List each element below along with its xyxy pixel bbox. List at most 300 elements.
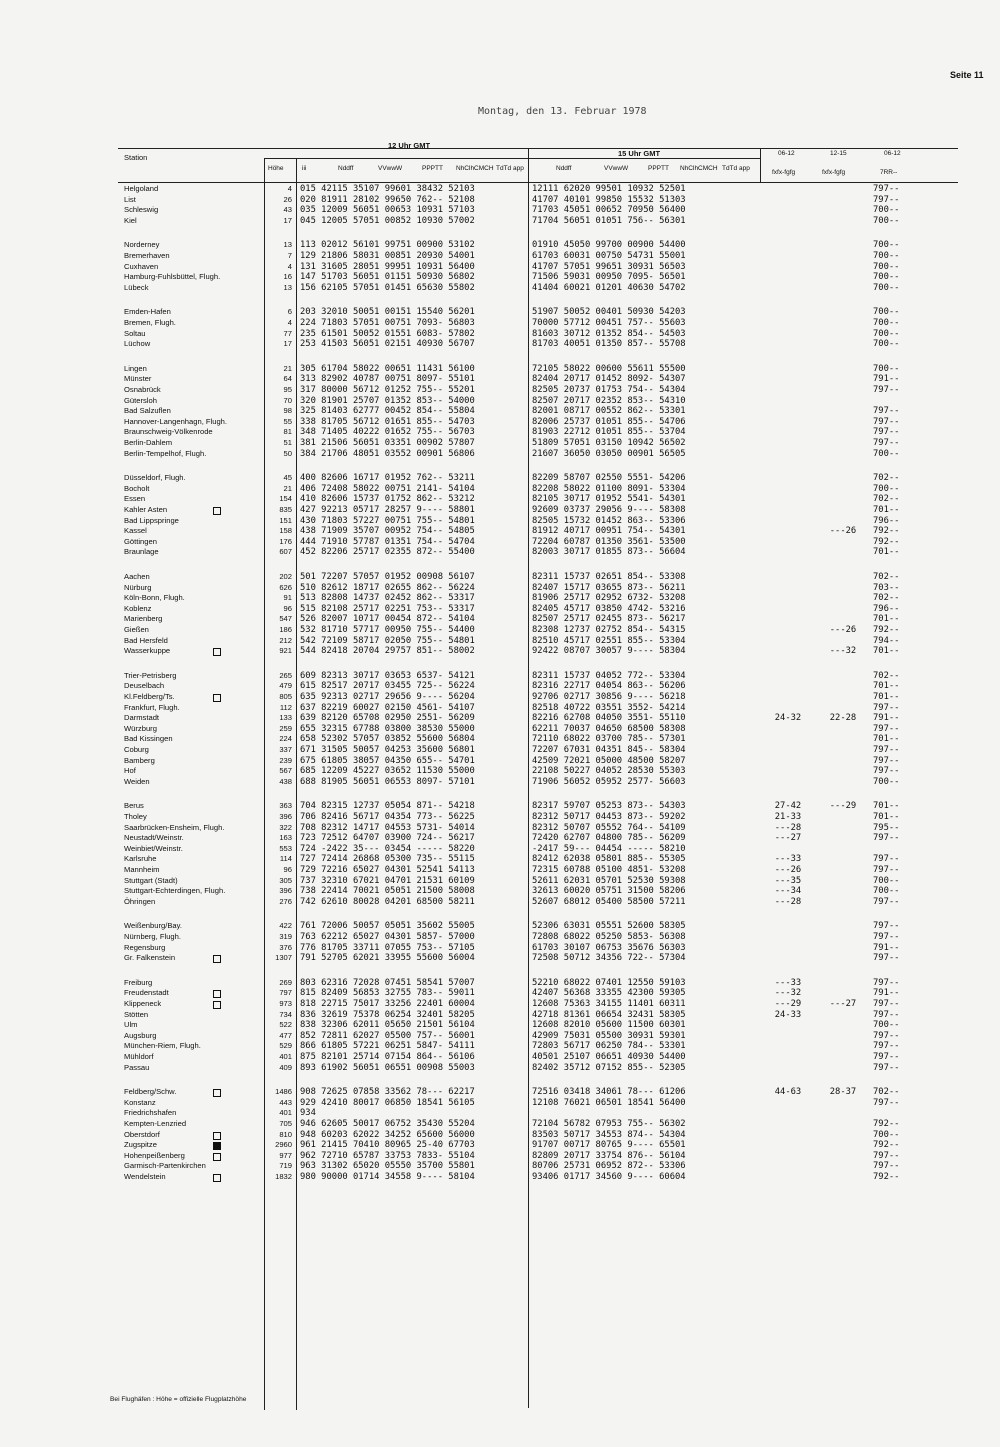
station-height: 396 (279, 886, 292, 896)
obs-15-gmt: 72204 60787 01350 3561- 53500 (532, 536, 686, 547)
station-height: 16 (283, 272, 292, 282)
obs-12-gmt: 742 62610 80028 04201 68500 58211 (300, 896, 475, 907)
station-row (118, 339, 958, 350)
precip-06-12: 700-- (873, 307, 900, 318)
station-height: 114 (279, 854, 292, 864)
mountain-station-square-icon (213, 1142, 221, 1150)
station-name: Öhringen (124, 896, 156, 906)
station-name: Nürnberg, Flugh. (124, 932, 181, 941)
station-row (118, 713, 958, 724)
obs-12-gmt: 980 90000 01714 34558 9---- 58104 (300, 1172, 475, 1182)
station-row (118, 329, 958, 340)
obs-15-gmt: 91707 00717 80765 9---- 65501 (532, 1140, 686, 1151)
obs-12-gmt: 129 21806 58031 00851 20930 54001 (300, 251, 475, 261)
station-name: Tholey (124, 812, 147, 821)
station-height: 553 (279, 843, 292, 853)
precip-06-12: 700-- (873, 215, 900, 226)
station-height: 112 (279, 702, 292, 712)
obs-12-gmt: 815 82409 56853 32755 783-- 59011 (300, 988, 475, 999)
obs-15-gmt: 82505 20737 01753 754-- 54304 (532, 385, 686, 395)
gust-12-15: 28-37 (829, 1087, 857, 1098)
obs-15-gmt: 82316 22717 04054 863-- 56206 (532, 681, 686, 692)
station-name: Helgoland (124, 184, 159, 193)
header-tdtd-15: TdTd app (722, 165, 750, 172)
station-height: 797 (279, 988, 292, 998)
precip-06-12: 700-- (873, 339, 900, 350)
precip-06-12: 797-- (873, 896, 900, 907)
station-height: 835 (279, 505, 292, 514)
header-ppptt-12: PPPTT (422, 165, 443, 172)
gust-06-12: 24-33 (774, 1009, 802, 1020)
station-name: Osnabrück (124, 385, 161, 394)
station-row (118, 865, 958, 876)
mountain-station-square-icon (213, 1132, 221, 1140)
obs-15-gmt: 82209 58707 02550 5551- 54206 (532, 473, 686, 484)
precip-06-12: 797-- (873, 953, 900, 964)
obs-15-gmt: 82405 45717 03850 4742- 53216 (532, 603, 686, 614)
station-row (118, 988, 958, 999)
station-name: Passau (124, 1062, 150, 1072)
station-height: 45 (283, 473, 292, 483)
station-name: Lübeck (124, 282, 149, 292)
station-row (118, 876, 958, 887)
obs-15-gmt: 71906 56052 05952 2577- 56603 (532, 776, 686, 787)
gust-06-12: ---28 (774, 896, 802, 907)
obs-15-gmt: 71704 56051 01051 756-- 56301 (532, 215, 686, 226)
precip-06-12: 701-- (873, 812, 900, 822)
obs-15-gmt: 72508 50712 34356 722-- 57304 (532, 953, 686, 964)
station-height: 376 (279, 942, 292, 952)
precip-06-12: 792-- (873, 526, 900, 537)
obs-15-gmt: 82216 62708 04050 3551- 55110 (532, 713, 686, 724)
station-name: Friedrichshafen (124, 1108, 177, 1118)
precip-06-12: 797-- (873, 385, 900, 395)
obs-12-gmt: 510 82612 18717 02655 862-- 56224 (300, 582, 475, 593)
station-row (118, 1098, 958, 1109)
station-height: 43 (283, 205, 292, 215)
obs-15-gmt: 82809 20717 33754 876-- 56104 (532, 1150, 686, 1161)
station-height: 921 (279, 646, 292, 656)
obs-12-gmt: 706 82416 56717 04354 773-- 56225 (300, 812, 475, 822)
obs-12-gmt: 348 71405 40222 01652 755-- 56703 (300, 427, 475, 438)
gust-06-12: ---32 (774, 988, 802, 999)
station-name: Berlin-Tempelhof, Flugh. (124, 448, 207, 458)
header-15-gmt: 15 Uhr GMT (618, 149, 661, 158)
station-row (118, 978, 958, 989)
station-height: 6 (287, 307, 292, 317)
obs-12-gmt: 400 82606 16717 01952 762-- 53211 (300, 473, 475, 484)
station-name: Cuxhaven (124, 261, 159, 271)
station-height: 64 (283, 374, 292, 384)
precip-06-12: 700-- (873, 272, 900, 283)
obs-12-gmt: 776 81705 33711 07055 753-- 57105 (300, 942, 475, 953)
obs-15-gmt: 41707 57051 99651 30931 56503 (532, 261, 686, 272)
station-row (118, 494, 958, 505)
precip-06-12: 797-- (873, 1030, 900, 1041)
obs-15-gmt: 92422 08707 30057 9---- 58304 (532, 646, 686, 657)
station-height: 719 (279, 1161, 292, 1171)
header-mid-rule (264, 158, 760, 159)
precip-06-12: 700-- (873, 261, 900, 272)
obs-12-gmt: 723 72512 64707 03900 724-- 56217 (300, 833, 475, 844)
station-height: 212 (279, 635, 292, 645)
station-name: Bremerhaven (124, 251, 170, 260)
station-row (118, 703, 958, 714)
precip-06-12: 700-- (873, 1129, 900, 1140)
station-row (118, 625, 958, 636)
obs-15-gmt: 93406 01717 34560 9---- 60604 (532, 1172, 686, 1182)
precip-06-12: 797-- (873, 427, 900, 438)
mountain-station-square-icon (213, 1174, 221, 1182)
gust-06-12: ---28 (774, 822, 802, 833)
obs-12-gmt: 724 -2422 35--- 03454 ----- 58220 (300, 843, 475, 854)
station-height: 95 (283, 385, 292, 394)
station-row (118, 1161, 958, 1172)
obs-15-gmt: 12111 62020 99501 10932 52501 (532, 184, 686, 194)
precip-06-12: 791-- (873, 713, 900, 724)
station-name: Kahler Asten (124, 505, 168, 514)
precip-06-12: 797-- (873, 194, 900, 205)
station-row (118, 1108, 958, 1119)
station-name: Stötten (124, 1009, 149, 1019)
precip-06-12: 701-- (873, 547, 900, 558)
station-row (118, 406, 958, 417)
station-name: Köln-Bonn, Flugh. (124, 593, 185, 603)
gust-06-12: ---33 (774, 854, 802, 865)
precip-06-12: 702-- (873, 494, 900, 505)
station-row (118, 417, 958, 428)
station-row (118, 777, 958, 788)
station-height: 363 (279, 801, 292, 811)
station-row (118, 473, 958, 484)
obs-15-gmt: 82402 35712 07152 855-- 52305 (532, 1062, 686, 1073)
station-row (118, 1172, 958, 1183)
precip-06-12: 701-- (873, 505, 900, 515)
station-height: 163 (279, 833, 292, 843)
obs-12-gmt: 544 82418 20704 29757 851-- 58002 (300, 646, 475, 657)
station-name: Soltau (124, 328, 146, 338)
station-name: Koblenz (124, 603, 152, 613)
station-height: 81 (283, 427, 292, 437)
station-row (118, 1010, 958, 1021)
mountain-station-square-icon (213, 694, 221, 702)
obs-15-gmt: 01910 45050 99700 00900 54400 (532, 240, 686, 251)
obs-15-gmt: 81906 25717 02952 6732- 53208 (532, 593, 686, 604)
precip-06-12: 797-- (873, 416, 900, 427)
station-name: Zugspitze (124, 1140, 157, 1150)
station-name: Saarbrücken-Ensheim, Flugh. (124, 822, 225, 832)
station-row (118, 283, 958, 294)
station-name: Wasserkuppe (124, 646, 171, 656)
obs-15-gmt: 82317 59707 05253 873-- 54303 (532, 801, 686, 812)
header-nddff-15: Nddff (556, 165, 572, 172)
station-height: 158 (279, 526, 292, 536)
obs-15-gmt: 52306 63031 05551 52600 58305 (532, 921, 686, 932)
station-row (118, 427, 958, 438)
precip-06-12: 700-- (873, 886, 900, 897)
mountain-station-square-icon (213, 990, 221, 998)
obs-12-gmt: 635 92313 02717 29656 9---- 56204 (300, 692, 475, 702)
obs-15-gmt: 42509 72021 05000 48500 58207 (532, 755, 686, 766)
obs-12-gmt: 427 92213 05717 28257 9---- 58801 (300, 505, 475, 515)
obs-15-gmt: 72420 62707 04800 785-- 56209 (532, 833, 686, 844)
precip-06-12: 700-- (873, 251, 900, 261)
station-row (118, 1140, 958, 1151)
precip-06-12: 792-- (873, 1119, 900, 1129)
station-name: Berus (124, 801, 144, 811)
station-name: Weißenburg/Bay. (124, 921, 182, 931)
station-height: 96 (283, 865, 292, 874)
obs-15-gmt: 72207 67031 04351 845-- 58304 (532, 745, 686, 755)
obs-15-gmt: 82311 15737 04052 772-- 53304 (532, 670, 686, 681)
obs-15-gmt: 21607 36050 03050 00901 56505 (532, 448, 686, 459)
station-height: 21 (283, 483, 292, 493)
station-row (118, 756, 958, 767)
obs-12-gmt: 444 71910 57787 01351 754-- 54704 (300, 536, 475, 547)
obs-15-gmt: 82308 12737 02752 854-- 54315 (532, 625, 686, 635)
station-height: 13 (283, 240, 292, 250)
station-name: Karlsruhe (124, 854, 157, 864)
station-row (118, 932, 958, 943)
obs-12-gmt: 729 72216 65027 04301 52541 54113 (300, 865, 475, 875)
precip-06-12: 700-- (873, 318, 900, 328)
station-height: 154 (279, 494, 292, 504)
station-row (118, 734, 958, 745)
station-name: Kempten-Lenzried (124, 1119, 187, 1128)
station-name: Lüchow (124, 339, 151, 349)
gust-12-15: ---32 (829, 646, 857, 657)
station-name: Nürburg (124, 582, 152, 592)
station-height: 96 (283, 603, 292, 613)
obs-15-gmt: 12608 82010 05600 11500 60301 (532, 1020, 686, 1031)
station-row (118, 999, 958, 1010)
station-name: Braunlage (124, 547, 159, 557)
station-name: Freudenstadt (124, 988, 169, 998)
obs-15-gmt: 52611 62031 05701 52530 59308 (532, 875, 686, 886)
gust-06-12: ---34 (774, 886, 802, 897)
station-height: 269 (279, 977, 292, 987)
obs-12-gmt: 934 (300, 1108, 316, 1119)
precip-06-12: 796-- (873, 603, 900, 614)
station-name: Kl.Feldberg/Ts. (124, 692, 175, 701)
station-name: Berlin-Dahlem (124, 438, 173, 447)
station-height: 734 (279, 1009, 292, 1019)
obs-12-gmt: 688 81905 56051 06553 8097- 57101 (300, 776, 475, 787)
precip-06-12: 701-- (873, 681, 900, 692)
precip-06-12: 702-- (873, 572, 900, 582)
obs-12-gmt: 224 71803 57051 00751 7093- 56803 (300, 318, 475, 328)
station-row (118, 614, 958, 625)
station-height: 50 (283, 448, 292, 458)
obs-15-gmt: 32613 60020 05751 31500 58206 (532, 886, 686, 897)
precip-06-12: 797-- (873, 1009, 900, 1020)
station-height: 91 (283, 593, 292, 603)
obs-15-gmt: 40501 25107 06651 40930 54400 (532, 1052, 686, 1062)
station-name: Augsburg (124, 1030, 157, 1040)
precip-06-12: 797-- (873, 865, 900, 875)
gust-12-15: ---26 (829, 526, 857, 537)
station-row (118, 516, 958, 527)
station-name: Schleswig (124, 205, 159, 215)
station-name: Kiel (124, 215, 137, 225)
station-row (118, 572, 958, 583)
obs-12-gmt: 803 62316 72028 07451 58541 57007 (300, 977, 475, 988)
gust-12-15: 22-28 (829, 713, 857, 724)
obs-12-gmt: 852 72811 62027 05500 757-- 56001 (300, 1030, 475, 1041)
gust-06-12: 21-33 (774, 812, 802, 822)
station-name: Frankfurt, Flugh. (124, 702, 180, 712)
precip-06-12: 797-- (873, 1062, 900, 1073)
gust-06-12: ---35 (774, 875, 802, 886)
station-row (118, 886, 958, 897)
obs-12-gmt: 704 82315 12737 05054 871-- 54218 (300, 801, 475, 812)
station-height: 479 (279, 681, 292, 691)
mountain-station-square-icon (213, 648, 221, 656)
station-row (118, 216, 958, 227)
obs-15-gmt: 62211 70037 04650 68500 58308 (532, 723, 686, 734)
station-height: 319 (279, 932, 292, 941)
station-name: Hof (124, 766, 136, 776)
obs-12-gmt: 671 31505 50057 04253 35600 56801 (300, 745, 475, 755)
station-row (118, 205, 958, 216)
obs-15-gmt: 72110 68022 03700 785-- 57301 (532, 734, 686, 745)
station-height: 265 (279, 670, 292, 680)
precip-06-12: 792-- (873, 536, 900, 547)
obs-15-gmt: 81603 30712 01352 854-- 54503 (532, 328, 686, 339)
obs-15-gmt: 72808 68022 05250 5853- 56308 (532, 932, 686, 942)
station-row (118, 745, 958, 756)
header-station: Station (124, 153, 148, 162)
station-name: Weiden (124, 776, 150, 786)
station-name: Neustadt/Weinstr. (124, 833, 184, 843)
station-name: Wendelstein (124, 1172, 166, 1181)
station-row (118, 897, 958, 908)
obs-12-gmt: 658 52302 57057 03852 55600 56804 (300, 734, 475, 745)
station-name: Regensburg (124, 942, 166, 952)
station-row (118, 449, 958, 460)
header-ppptt-15: PPPTT (648, 165, 669, 172)
station-row (118, 823, 958, 834)
station-height: 322 (279, 822, 292, 832)
station-row (118, 438, 958, 449)
obs-12-gmt: 430 71803 57227 00751 755-- 54801 (300, 515, 475, 526)
station-height: 151 (279, 515, 292, 525)
station-height: 21 (283, 363, 292, 373)
header-12-gmt: 12 Uhr GMT (388, 141, 431, 150)
obs-12-gmt: 929 42410 80017 06850 18541 56105 (300, 1097, 475, 1108)
header-nddff-12: Nddff (338, 165, 354, 172)
obs-15-gmt: 71506 59031 00950 7095- 56501 (532, 272, 686, 283)
obs-15-gmt: 82518 40722 03551 3552- 54214 (532, 702, 686, 713)
header-iii: iii (302, 165, 307, 172)
header-nhcl-12: NhClhCMCH (456, 165, 494, 172)
station-row (118, 240, 958, 251)
station-name: Münster (124, 374, 152, 384)
station-name: München-Riem, Flugh. (124, 1041, 201, 1051)
station-name: Aachen (124, 572, 150, 581)
obs-12-gmt: 147 51703 56051 01151 50930 56802 (300, 272, 475, 283)
obs-15-gmt: 61703 30107 06753 35676 56303 (532, 942, 686, 953)
obs-12-gmt: 235 61501 50052 01551 6083- 57802 (300, 328, 475, 339)
obs-12-gmt: 325 81403 62777 00452 854-- 55804 (300, 406, 475, 417)
station-height: 443 (279, 1097, 292, 1107)
obs-15-gmt: 42909 75031 05500 30931 59301 (532, 1030, 686, 1041)
obs-12-gmt: 708 82312 14717 04553 5731- 54014 (300, 822, 475, 833)
station-row (118, 1063, 958, 1074)
station-name: Klippeneck (124, 999, 162, 1008)
precip-06-12: 797-- (873, 833, 900, 844)
station-height: 977 (279, 1150, 292, 1160)
obs-15-gmt: 80706 25731 06952 872-- 53306 (532, 1161, 686, 1172)
obs-12-gmt: 962 72710 65787 33753 7833- 55104 (300, 1150, 475, 1161)
obs-12-gmt: 685 12209 45227 03652 11530 55000 (300, 766, 475, 777)
obs-15-gmt: 82407 15717 03655 873-- 56211 (532, 582, 686, 593)
obs-15-gmt: 81912 40717 00951 754-- 54301 (532, 526, 686, 537)
station-row (118, 724, 958, 735)
gust-06-12: 44-63 (774, 1087, 802, 1098)
obs-15-gmt: 72803 56717 06250 784-- 53301 (532, 1041, 686, 1052)
precip-06-12: 791-- (873, 374, 900, 385)
obs-12-gmt: 637 82219 60027 02150 4561- 54107 (300, 702, 475, 713)
station-height: 2960 (275, 1140, 292, 1150)
header-12-15: 12-15 (830, 150, 847, 157)
station-row (118, 374, 958, 385)
station-row (118, 1087, 958, 1098)
precip-06-12: 797-- (873, 723, 900, 734)
station-height: 13 (283, 282, 292, 292)
header-vvwww-12: VVwwW (378, 165, 403, 172)
precip-06-12: 702-- (873, 670, 900, 681)
station-name: Braunschweig-Völkenrode (124, 427, 213, 437)
obs-12-gmt: 381 21506 56051 03351 00902 57807 (300, 438, 475, 448)
obs-12-gmt: 384 21706 48051 03552 00901 56806 (300, 448, 475, 459)
obs-12-gmt: 615 82517 20717 03455 725-- 56224 (300, 681, 475, 692)
station-name: Konstanz (124, 1097, 156, 1107)
precip-06-12: 700-- (873, 282, 900, 293)
obs-12-gmt: 532 81710 57717 00950 755-- 54400 (300, 625, 475, 635)
station-height: 70 (283, 395, 292, 405)
station-row (118, 583, 958, 594)
station-height: 202 (279, 572, 292, 581)
station-height: 547 (279, 614, 292, 624)
station-name: Deuselbach (124, 681, 165, 691)
obs-12-gmt: 317 80000 56712 01252 755-- 55201 (300, 385, 475, 395)
precip-06-12: 700-- (873, 363, 900, 374)
station-name: Bad Kissingen (124, 734, 173, 744)
obs-12-gmt: 738 22414 70021 05051 21500 58008 (300, 886, 475, 897)
obs-15-gmt: 51907 50052 00401 50930 54203 (532, 307, 686, 318)
station-name: Mühldorf (124, 1052, 154, 1061)
obs-15-gmt: 82312 50717 04453 873-- 59202 (532, 812, 686, 822)
station-name: Feldberg/Schw. (124, 1087, 177, 1097)
obs-12-gmt: 875 82101 25714 07154 864-- 56106 (300, 1052, 475, 1062)
header-ff-1: fxfx-fgfg (772, 169, 796, 176)
station-height: 239 (279, 755, 292, 765)
obs-12-gmt: 963 31302 65020 05550 35700 55801 (300, 1161, 475, 1172)
station-height: 705 (279, 1119, 292, 1128)
station-height: 1307 (275, 953, 292, 963)
obs-15-gmt: 82105 30717 01952 5541- 54301 (532, 494, 686, 505)
station-row (118, 766, 958, 777)
station-name: Gütersloh (124, 395, 157, 405)
precip-06-12: 797-- (873, 755, 900, 766)
station-height: 98 (283, 406, 292, 416)
obs-12-gmt: 836 32619 75378 06254 32401 58205 (300, 1009, 475, 1020)
station-name: Norderney (124, 240, 160, 250)
station-row (118, 505, 958, 516)
obs-15-gmt: 12608 75363 34155 11401 60311 (532, 999, 686, 1009)
mountain-station-square-icon (213, 1001, 221, 1009)
